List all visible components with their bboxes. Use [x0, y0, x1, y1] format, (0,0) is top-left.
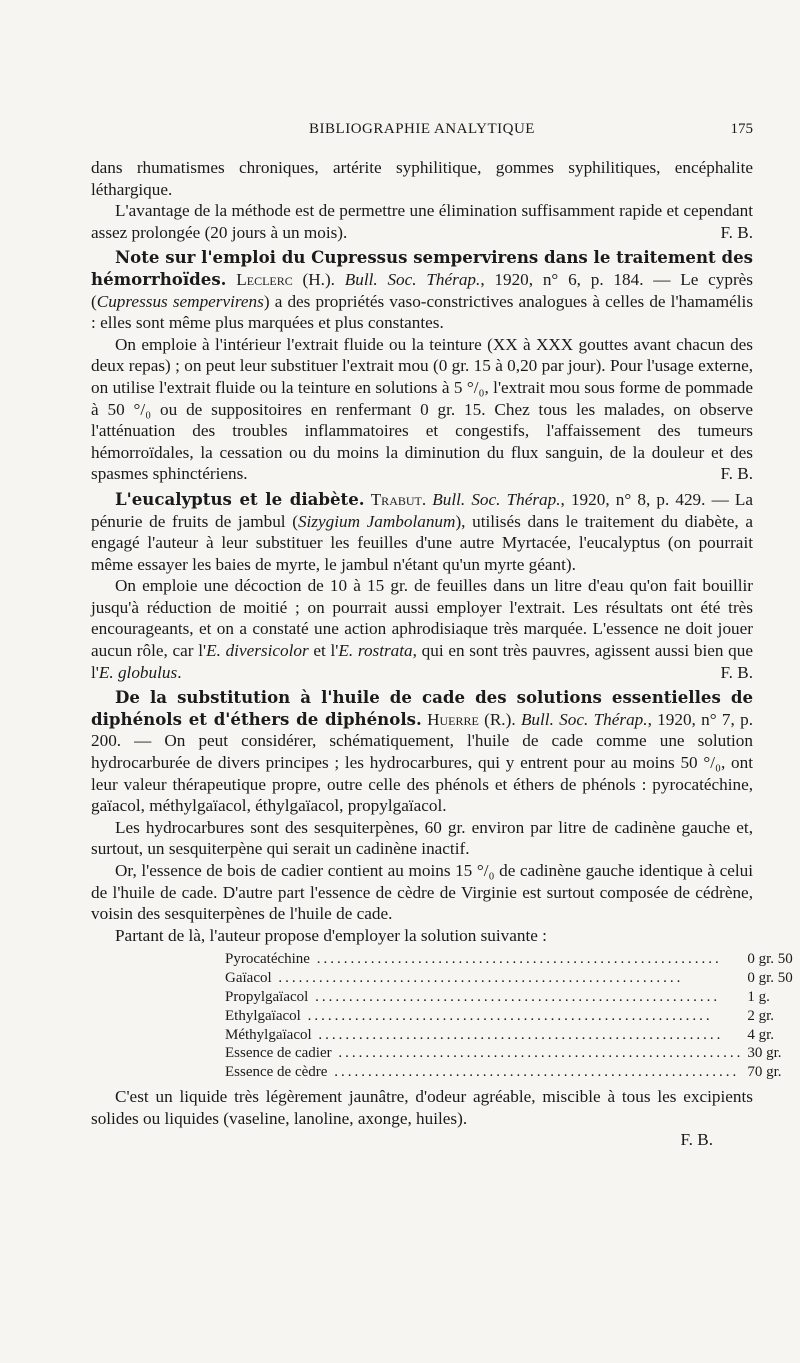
formula-ingredient-name: Gaïacol	[225, 970, 272, 987]
article-1-journal: Bull. Soc. Thérap.	[344, 269, 481, 289]
leader-dots: ............................................................	[300, 1007, 713, 1024]
running-head-title: BIBLIOGRAPHIE ANALYTIQUE	[309, 121, 535, 137]
formula-row	[225, 969, 793, 988]
running-head	[91, 121, 753, 141]
article-2-ref: , 1920, n° 8, p. 429. — La pénurie de fruits de jambul (	[91, 489, 754, 531]
article-2-paragraph-2	[91, 575, 753, 683]
species-globulus: E. globulus	[98, 662, 178, 682]
formula-ingredient	[225, 1044, 743, 1063]
article-1-paragraph-2-text: On emploie à l'intérieur l'extrait fluide ou la teinture (XX à XXX gouttes avant chacun des deux repas) ; on peut leur substituer l'extrait mou (0 gr. 15 à 0,20 par jour). Pour l'usage externe, on utilise l'extrait fluide ou la teinture en solutions à 5 °/₀, l'extrait mou sous forme de pommade à 50 °/₀ ou de suppositoires en renfermant 0 gr. 15. Chez tous les malades, on observe l'atténuation des troubles inflammatoires et congestifs, l'affaissement des tumeurs hémorroïdales, la cessation ou du moins la diminution du flux sanguin, de la douleur et des spasmes sphinctériens.	[91, 334, 753, 484]
article-1-initials: F. B.	[720, 464, 753, 484]
text-column	[91, 157, 793, 1151]
article-3-paragraph-2: Les hydrocarbures sont des sesquiterpènes, 60 gr. environ par litre de cadinène gauche et, surtout, un sesquiterpène qui serait un cadinène inactif.	[91, 817, 753, 859]
formula-ingredient	[225, 1026, 743, 1045]
article-2-mid-1: et l'	[308, 641, 339, 661]
article-2-mid-2: , qui en sont très pauvres, agissent aussi bien que l'	[91, 641, 753, 682]
formula-ingredient-name: Propylgaïacol	[225, 988, 309, 1005]
formula-quantity: 1 g.	[747, 988, 770, 1005]
formula-quantity: 30 gr.	[747, 1045, 782, 1062]
formula-quantity: 0 gr. 50	[747, 951, 793, 968]
article-1-paragraph-2	[91, 334, 753, 485]
intro-paragraph-text: L'avantage de la méthode est de permettre une élimination suffisamment rapide et cependant assez prolongée (20 jours à un mois).	[91, 201, 753, 242]
formula-quantity: 2 gr.	[747, 1007, 775, 1024]
article-3-paragraph-5: C'est un liquide très légèrement jaunâtre, d'odeur agréable, miscible à tous les excipients solides ou liquides (vaseline, lanoline, axonge, huiles).	[91, 1086, 753, 1128]
article-2-paragraph-2-text: On emploie une décoction de 10 à 15 gr. de feuilles dans un litre d'eau qu'on fait bouillir jusqu'à réduction de moitié ; on pourrait aussi employer l'extrait. Les résultats ont été très encourageants, et on a constaté une action aphrodisiaque très marquée. L'essence ne doit jouer aucun rôle, car l'	[91, 576, 753, 661]
formula-row	[225, 1063, 793, 1082]
leader-dots: ............................................................	[309, 951, 722, 968]
formula-row	[225, 1044, 793, 1063]
formula-ingredient-name: Essence de cadier	[225, 1045, 332, 1062]
intro-paragraph	[91, 200, 753, 243]
intro-continuation	[91, 157, 753, 200]
formula-ingredient-name: Pyrocatéchine	[225, 951, 310, 968]
article-1-author: Leclerc (H.).	[236, 269, 335, 289]
formula-quantity: 0 gr. 50	[747, 970, 793, 987]
formula-table	[225, 950, 793, 1082]
article-2-end: .	[177, 662, 182, 682]
page-number: 175	[730, 121, 753, 137]
leader-dots: ............................................................	[271, 970, 684, 987]
species-rostrata: E. rostrata	[338, 641, 413, 661]
formula-ingredient	[225, 1007, 743, 1026]
leader-dots: ............................................................	[331, 1045, 744, 1062]
article-2-initials: F. B.	[720, 662, 753, 682]
formula-ingredient	[225, 988, 743, 1007]
article-2-journal: Bull. Soc. Thérap.	[432, 489, 561, 509]
article-2-species: Sizygium Jambolanum	[297, 511, 456, 531]
article-3-author: Huerre (R.).	[427, 709, 516, 729]
article-3-ref: , 1920, n° 7, p. 200. — On peut considérer, schématiquement, l'huile de cade comme une solution hydrocarburée de divers principes ; les hydrocarbures, qui y entrent pour au moins 50 °/₀, ont leur valeur thérapeutique propre, outre celle des phénols et éthers de phénols : pyrocatéchine, gaïacol, méthylgaïacol, éthylgaïacol, propylgaïacol.	[91, 709, 754, 816]
article-2-text: ), utilisés dans le traitement du diabète, a engagé l'auteur à leur substituer les feuilles d'une autre Myrtacée, l'eucalyptus (on pourrait même essayer les baies de myrte, le jambul n'étant qu'un myrte géant).	[91, 511, 753, 574]
formula-row	[225, 988, 793, 1007]
formula-ingredient-name: Méthylgaïacol	[225, 1026, 312, 1043]
article-3-journal: Bull. Soc. Thérap.	[520, 709, 648, 729]
article-2-author: Trabut.	[370, 489, 427, 509]
formula-row	[225, 1026, 793, 1045]
article-3-title: De la substitution à l'huile de cade des solutions essentielles de diphénols et d'éthers de diphénols.	[91, 687, 753, 729]
formula-ingredient-name: Essence de cèdre	[225, 1064, 328, 1081]
leader-dots: ............................................................	[311, 1026, 724, 1043]
leader-dots: ............................................................	[327, 1064, 740, 1081]
formula-quantity: 4 gr.	[747, 1026, 775, 1043]
article-1-ref: , 1920, n° 6, p. 184. — Le cyprès (	[91, 269, 753, 311]
article-3	[91, 687, 753, 817]
article-2	[91, 489, 753, 575]
article-3-paragraph-4: Partant de là, l'auteur propose d'employer la solution suivante :	[115, 925, 547, 945]
leader-dots: ............................................................	[308, 988, 721, 1005]
article-1-species: Cupressus sempervirens	[96, 291, 264, 311]
formula-ingredient	[225, 969, 743, 988]
article-2-title: L'eucalyptus et le diabète.	[115, 488, 365, 509]
formula-row	[225, 950, 793, 969]
intro-line: dans rhumatismes chroniques, artérite syphilitique, gommes syphilitiques, encéphalite léthargique.	[91, 158, 753, 199]
species-diversicolor: E. diversicolor	[206, 641, 309, 661]
article-3-paragraph-3: Or, l'essence de bois de cadier contient au moins 15 °/₀ de cadinène gauche identique à celui de l'huile de cade. D'autre part l'essence de cèdre de Virginie est surtout composée de cédrène, voisin des sesquiterpènes de l'huile de cade.	[91, 861, 753, 924]
formula-ingredient	[225, 1063, 743, 1082]
article-3-initials-line	[91, 1129, 753, 1151]
formula-quantity: 70 gr.	[747, 1064, 782, 1081]
intro-initials: F. B.	[720, 222, 753, 242]
formula-row	[225, 1007, 793, 1026]
article-1-text: ) a des propriétés vaso-constrictives analogues à celles de l'hamamélis : elles sont même plus marquées et plus constantes.	[91, 291, 754, 333]
formula-ingredient-name: Ethylgaïacol	[225, 1007, 301, 1024]
formula-ingredient	[225, 950, 743, 969]
article-3-initials: F. B.	[680, 1130, 713, 1150]
article-1	[91, 247, 753, 333]
article-1-title: Note sur l'emploi du Cupressus sempervirens dans le traitement des hémorrhoïdes.	[91, 247, 753, 289]
